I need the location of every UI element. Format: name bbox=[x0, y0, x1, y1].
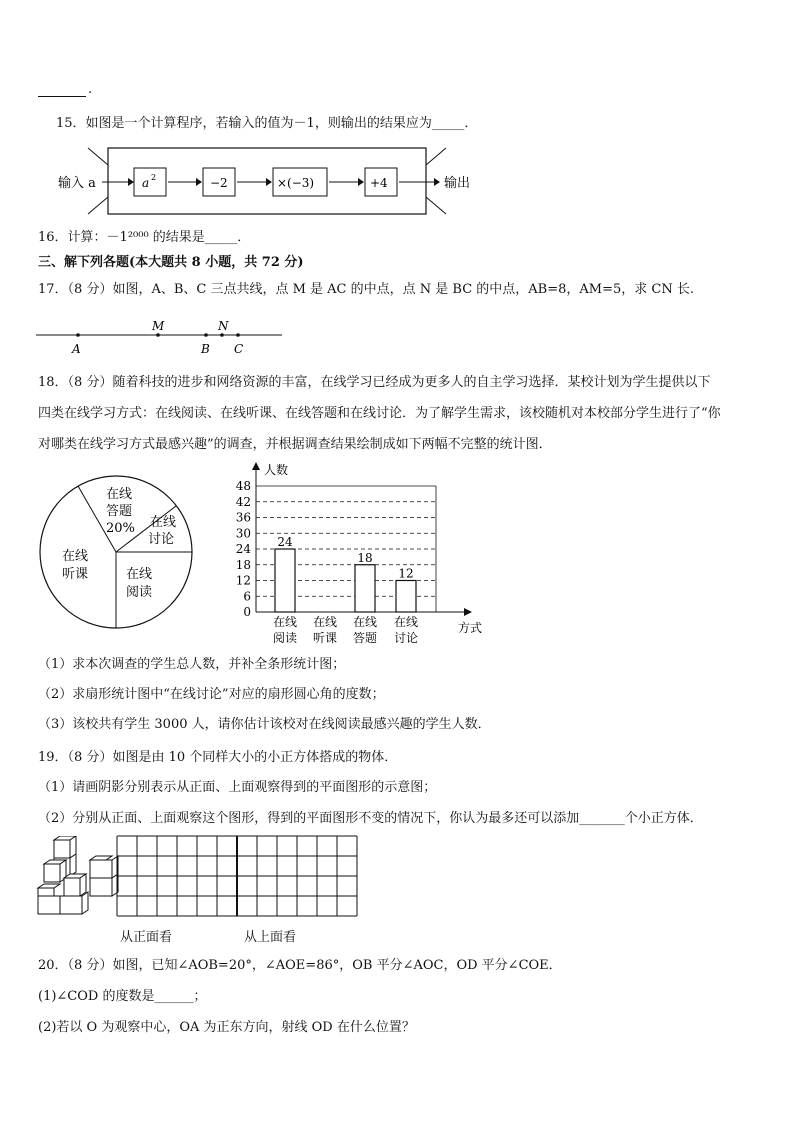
bar-2 bbox=[355, 565, 375, 612]
x-cat-0-l2: 阅读 bbox=[272, 631, 298, 645]
q20-sub1: (1)∠COD 的度数是______； bbox=[38, 989, 207, 1004]
q15-flowchart bbox=[56, 145, 476, 217]
box2-text: −2 bbox=[210, 176, 228, 190]
pie-read-l1: 在线 bbox=[126, 567, 153, 582]
q18-sub1: （1）求本次调查的学生总人数，并补全条形统计图； bbox=[38, 657, 346, 672]
q18-sub2: （2）求扇形统计图中“在线讨论”对应的扇形圆心角的度数； bbox=[38, 687, 385, 702]
pie-discuss-l1: 在线 bbox=[150, 515, 177, 530]
point-n: N bbox=[218, 319, 229, 333]
box3-text: ×(−3) bbox=[277, 176, 315, 190]
bar-3 bbox=[396, 581, 416, 613]
y-tick-36: 36 bbox=[235, 510, 251, 525]
pie-answer-l1: 在线 bbox=[106, 487, 133, 502]
pie-discuss-l2: 讨论 bbox=[148, 532, 175, 547]
front-view-label: 从正面看 bbox=[120, 930, 173, 945]
y-tick-0: 0 bbox=[243, 605, 251, 619]
y-tick-18: 18 bbox=[235, 557, 251, 572]
y-tick-42: 42 bbox=[235, 494, 251, 509]
q20-sub2: (2)若以 O 为观察中心，OA 为正东方向，射线 OD 在什么位置？ bbox=[38, 1020, 415, 1035]
q18-line2: 四类在线学习方式：在线阅读、在线听课、在线答题和在线讨论．为了解学生需求，该校随机对本校部分学生进行了“你 bbox=[38, 406, 721, 421]
cubes-figure bbox=[36, 836, 120, 918]
pie-answer-pct: 20% bbox=[106, 521, 135, 536]
x-cat-3-l2: 讨论 bbox=[393, 631, 419, 645]
bar-label-3: 12 bbox=[398, 566, 414, 581]
section3-heading: 三、解下列各题(本大题共 8 小题，共 72 分) bbox=[38, 255, 304, 270]
pie-chart bbox=[38, 474, 198, 634]
grid-figure bbox=[116, 835, 358, 917]
q17-line-figure bbox=[36, 318, 286, 358]
q19-text: 19．（8 分）如图是由 10 个同样大小的小正方体搭成的物体． bbox=[38, 750, 398, 765]
x-cat-0-l1: 在线 bbox=[272, 615, 298, 629]
x-cat-2-l2: 答题 bbox=[352, 631, 378, 645]
x-cat-2-l1: 在线 bbox=[352, 615, 378, 629]
q17-text: 17．（8 分）如图，A、B、C 三点共线，点 M 是 AC 的中点，点 N 是 BC 的中点，AB=8，AM=5，求 CN 长. bbox=[38, 282, 694, 297]
q16-text: 16．计算：－1²⁰⁰⁰ 的结果是_____． bbox=[38, 230, 251, 245]
y-tick-6: 6 bbox=[243, 589, 251, 604]
bar-chart bbox=[228, 462, 490, 648]
q20-text: 20．（8 分）如图，已知∠AOB=20°，∠AOE=86°，OB 平分∠AOC，OD 平分∠COE． bbox=[38, 958, 562, 973]
pie-read-l2: 阅读 bbox=[126, 585, 153, 600]
y-tick-24: 24 bbox=[235, 542, 251, 556]
top-period: . bbox=[88, 82, 93, 97]
bar-label-0: 24 bbox=[277, 535, 293, 549]
q18-line1: 18．（8 分）随着科技的进步和网络资源的丰富，在线学习已经成为更多人的自主学习选择．某校计划为学生提供以下 bbox=[38, 375, 711, 390]
y-tick-30: 30 bbox=[235, 526, 251, 541]
bar-label-2: 18 bbox=[357, 550, 373, 565]
q18-sub3: （3）该校共有学生 3000 人，请你估计该校对在线阅读最感兴趣的学生人数． bbox=[38, 717, 491, 732]
x-cat-3-l1: 在线 bbox=[393, 615, 419, 629]
y-axis-arrow bbox=[252, 462, 260, 470]
box1-exp: 2 bbox=[151, 173, 157, 182]
y-tick-48: 48 bbox=[235, 479, 251, 493]
top-view-label: 从上面看 bbox=[244, 930, 297, 945]
answer-blank-line bbox=[38, 84, 86, 97]
input-label: 输入 a bbox=[58, 176, 96, 191]
pie-answer-l2: 答题 bbox=[106, 504, 133, 519]
pie-listen-l2: 听课 bbox=[62, 567, 89, 582]
q19-sub1: （1）请画阴影分别表示从正面、上面观察得到的平面图形的示意图； bbox=[38, 780, 437, 795]
q15-text: 15．如图是一个计算程序，若输入的值为－1，则输出的结果应为_____． bbox=[56, 116, 478, 131]
box1-base: a bbox=[142, 176, 150, 190]
bar-0 bbox=[275, 549, 295, 612]
x-axis-arrow bbox=[464, 608, 472, 616]
point-a: A bbox=[72, 342, 81, 356]
q19-sub2: （2）分别从正面、上面观察这个图形，得到的平面图形不变的情况下，你认为最多还可以添加_______个小正方体． bbox=[38, 811, 703, 826]
x-cat-1-l1: 在线 bbox=[312, 615, 338, 629]
point-m: M bbox=[152, 319, 165, 333]
pie-listen-l1: 在线 bbox=[62, 549, 89, 564]
y-axis-label: 人数 bbox=[264, 463, 289, 477]
point-c: C bbox=[234, 342, 244, 356]
x-axis-label: 方式 bbox=[458, 621, 483, 635]
output-label: 输出 bbox=[444, 176, 471, 191]
q18-line3: 对哪类在线学习方式最感兴趣”的调查，并根据调查结果绘制成如下两幅不完整的统计图． bbox=[38, 437, 552, 452]
box4-text: +4 bbox=[370, 176, 388, 190]
y-tick-12: 12 bbox=[235, 573, 251, 588]
x-cat-1-l2: 听课 bbox=[312, 631, 338, 645]
point-b: B bbox=[201, 342, 210, 356]
